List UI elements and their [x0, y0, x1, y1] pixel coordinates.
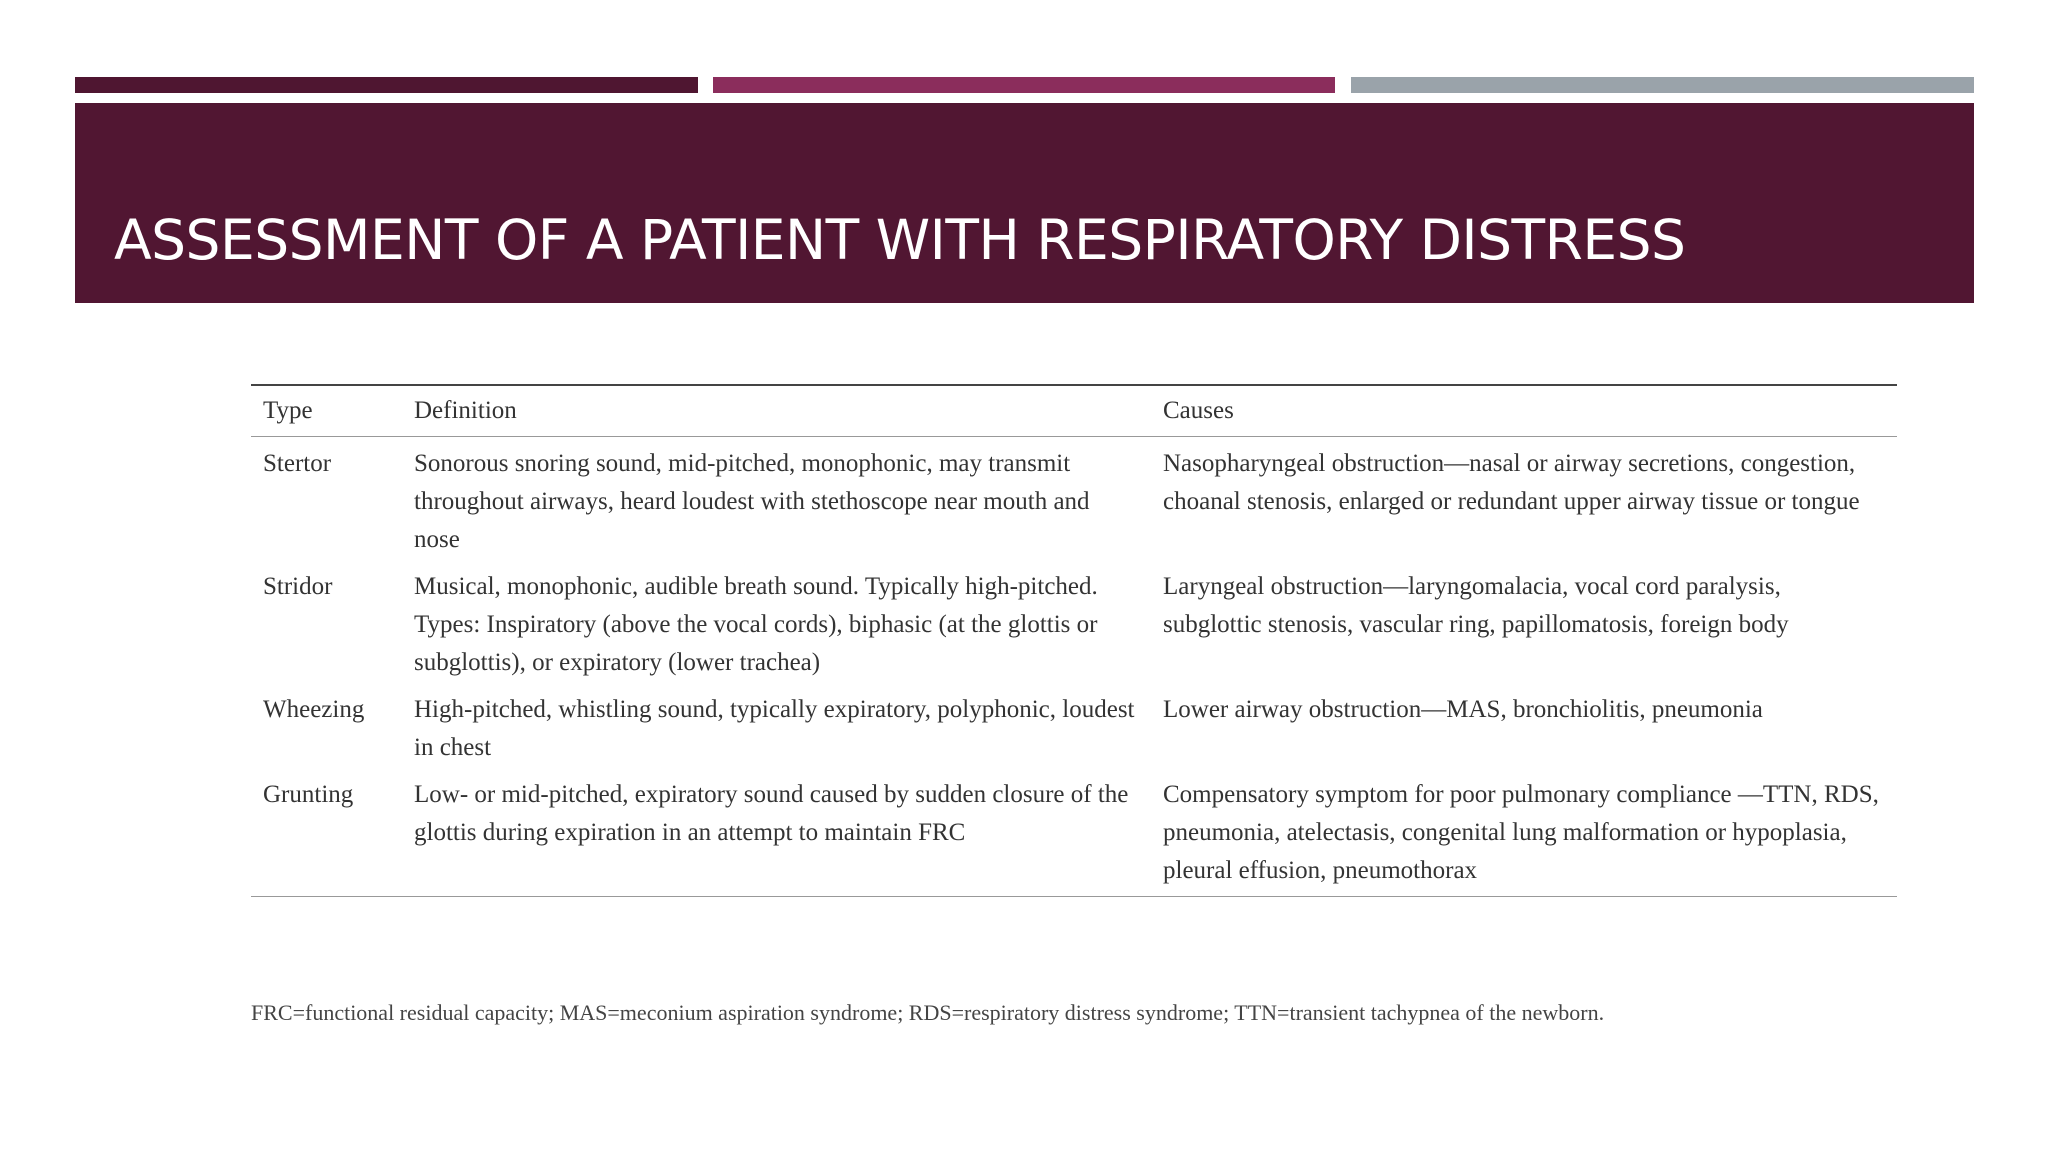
cell-type: Grunting	[263, 781, 354, 808]
table-footnote: FRC=functional residual capacity; MAS=meconium aspiration syndrome; RDS=respiratory distress syndrome; TTN=transient tachypnea of the newborn.	[251, 1000, 1605, 1025]
title-band	[75, 103, 1974, 303]
table-row-wheezing	[251, 688, 1897, 773]
cell-definition: Musical, monophonic, audible breath sound. Typically high-pitched. Types: Inspiratory (above the vocal cords), biphasic (at the glottis or subglottis), or expiratory (lower trachea)	[414, 573, 1098, 676]
cell-definition: Sonorous snoring sound, mid-pitched, monophonic, may transmit throughout airways, heard loudest with stethoscope near mouth and nose	[414, 450, 1090, 553]
slide-title: ASSESSMENT OF A PATIENT WITH RESPIRATORY DISTRESS	[114, 208, 1686, 272]
cell-causes: Laryngeal obstruction—laryngomalacia, vocal cord paralysis, subglottic stenosis, vascular ring, papillomatosis, foreign body	[1163, 573, 1789, 638]
accent-bar-magenta	[713, 77, 1335, 93]
cell-type: Stertor	[263, 450, 332, 477]
table-row-stridor	[251, 565, 1897, 688]
breath-sounds-table	[251, 384, 1897, 897]
breath-sounds-table-container	[251, 384, 1897, 897]
accent-bar-dark	[75, 77, 698, 93]
header-causes: Causes	[1163, 397, 1234, 424]
header-type: Type	[263, 397, 313, 424]
cell-definition: High-pitched, whistling sound, typically expiratory, polyphonic, loudest in chest	[414, 696, 1135, 761]
table-header-row	[251, 385, 1897, 437]
cell-causes: Lower airway obstruction—MAS, bronchiolitis, pneumonia	[1163, 696, 1763, 723]
cell-definition: Low- or mid-pitched, expiratory sound caused by sudden closure of the glottis during expiration in an attempt to maintain FRC	[414, 781, 1129, 846]
table-row-grunting	[251, 773, 1897, 897]
cell-type: Wheezing	[263, 696, 365, 723]
accent-bar-gray	[1351, 77, 1974, 93]
cell-type: Stridor	[263, 573, 333, 600]
table-row-stertor	[251, 437, 1897, 566]
cell-causes: Nasopharyngeal obstruction—nasal or airway secretions, congestion, choanal stenosis, enlarged or redundant upper airway tissue or tongue	[1163, 450, 1860, 515]
cell-causes: Compensatory symptom for poor pulmonary compliance —TTN, RDS, pneumonia, atelectasis, congenital lung malformation or hypoplasia, pleural effusion, pneumothorax	[1163, 781, 1879, 884]
header-definition: Definition	[414, 397, 517, 424]
